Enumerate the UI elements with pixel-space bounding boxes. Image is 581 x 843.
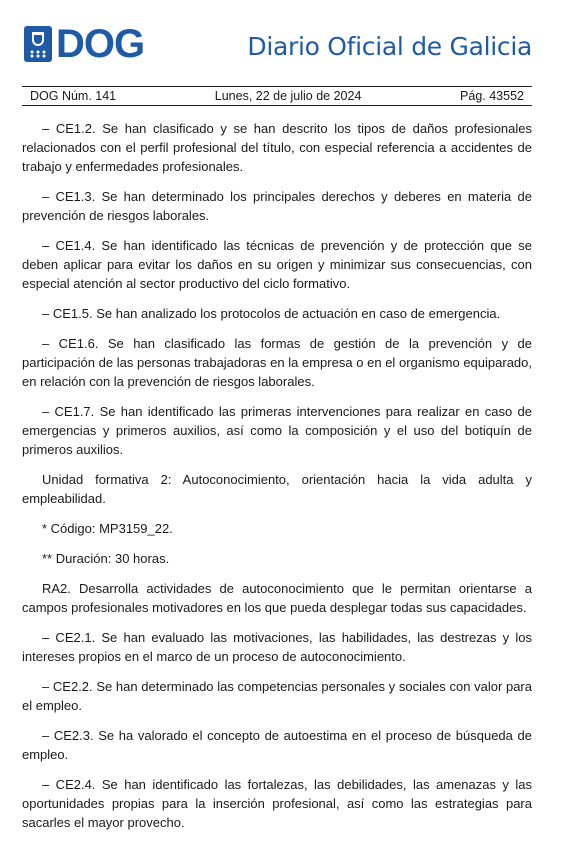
paragraph: – CE1.4. Se han identificado las técnicas de prevención y de protección que se deben aplicar para evitar los daños en su origen y minimizar sus consecuencias, con especial atención al sector productivo del ciclo formativo. bbox=[22, 238, 532, 291]
paragraph: – CE1.2. Se han clasificado y se han descrito los tipos de daños profesionales relacionados con el perfil profesional del título, con especial referencia a accidentes de trabajo y enfermedades profesionales. bbox=[22, 121, 532, 174]
paragraph: – CE2.2. Se han determinado las competencias personales y sociales con valor para el empleo. bbox=[22, 679, 532, 713]
paragraph: – CE1.3. Se han determinado los principales derechos y deberes en materia de prevención de riesgos laborales. bbox=[22, 189, 532, 223]
paragraph: – CE2.3. Se ha valorado el concepto de autoestima en el proceso de búsqueda de empleo. bbox=[22, 728, 532, 762]
logo-text: DOG bbox=[56, 22, 145, 66]
page-number: Pág. 43552 bbox=[460, 89, 524, 103]
unit-heading: Unidad formativa 2: Autoconocimiento, orientación hacia la vida adulta y empleabilidad. bbox=[22, 472, 532, 506]
paragraph: – CE1.6. Se han clasificado las formas de gestión de la prevención y de participación de las personas trabajadoras en la empresa o en el organismo equiparado, en relación con la prevención de riesgos laborales. bbox=[22, 336, 532, 389]
paragraph: – CE2.4. Se han identificado las fortalezas, las debilidades, las amenazas y las oportunidades propias para la inserción profesional, así como las estrategias para sacarles el mayor provecho. bbox=[22, 777, 532, 830]
issue-meta-bar bbox=[22, 86, 532, 106]
unit-duration: ** Duración: 30 horas. bbox=[42, 551, 170, 566]
paragraph: RA2. Desarrolla actividades de autoconocimiento que le permitan orientarse a campos profesionales motivadores en los que pueda desplegar todas sus capacidades. bbox=[22, 581, 532, 615]
page-header bbox=[22, 18, 532, 72]
dog-logo bbox=[24, 24, 144, 64]
paragraph: – CE1.7. Se han identificado las primeras intervenciones para realizar en caso de emergencias y primeros auxilios, así como la composición y el uso del botiquín de primeros auxilios. bbox=[22, 404, 532, 457]
publication-title: Diario Oficial de Galicia bbox=[247, 32, 532, 61]
document-body bbox=[22, 119, 532, 843]
paragraph: – CE1.5. Se han analizado los protocolos de actuación en caso de emergencia. bbox=[42, 306, 501, 321]
issue-number: DOG Núm. 141 bbox=[30, 89, 117, 103]
issue-date: Lunes, 22 de julio de 2024 bbox=[214, 89, 362, 103]
paragraph: – CE2.1. Se han evaluado las motivaciones, las habilidades, las destrezas y los intereses propios en el marco de un proceso de autoconocimiento. bbox=[22, 630, 532, 664]
unit-code: * Código: MP3159_22. bbox=[42, 521, 173, 536]
galicia-emblem-icon bbox=[24, 26, 52, 62]
